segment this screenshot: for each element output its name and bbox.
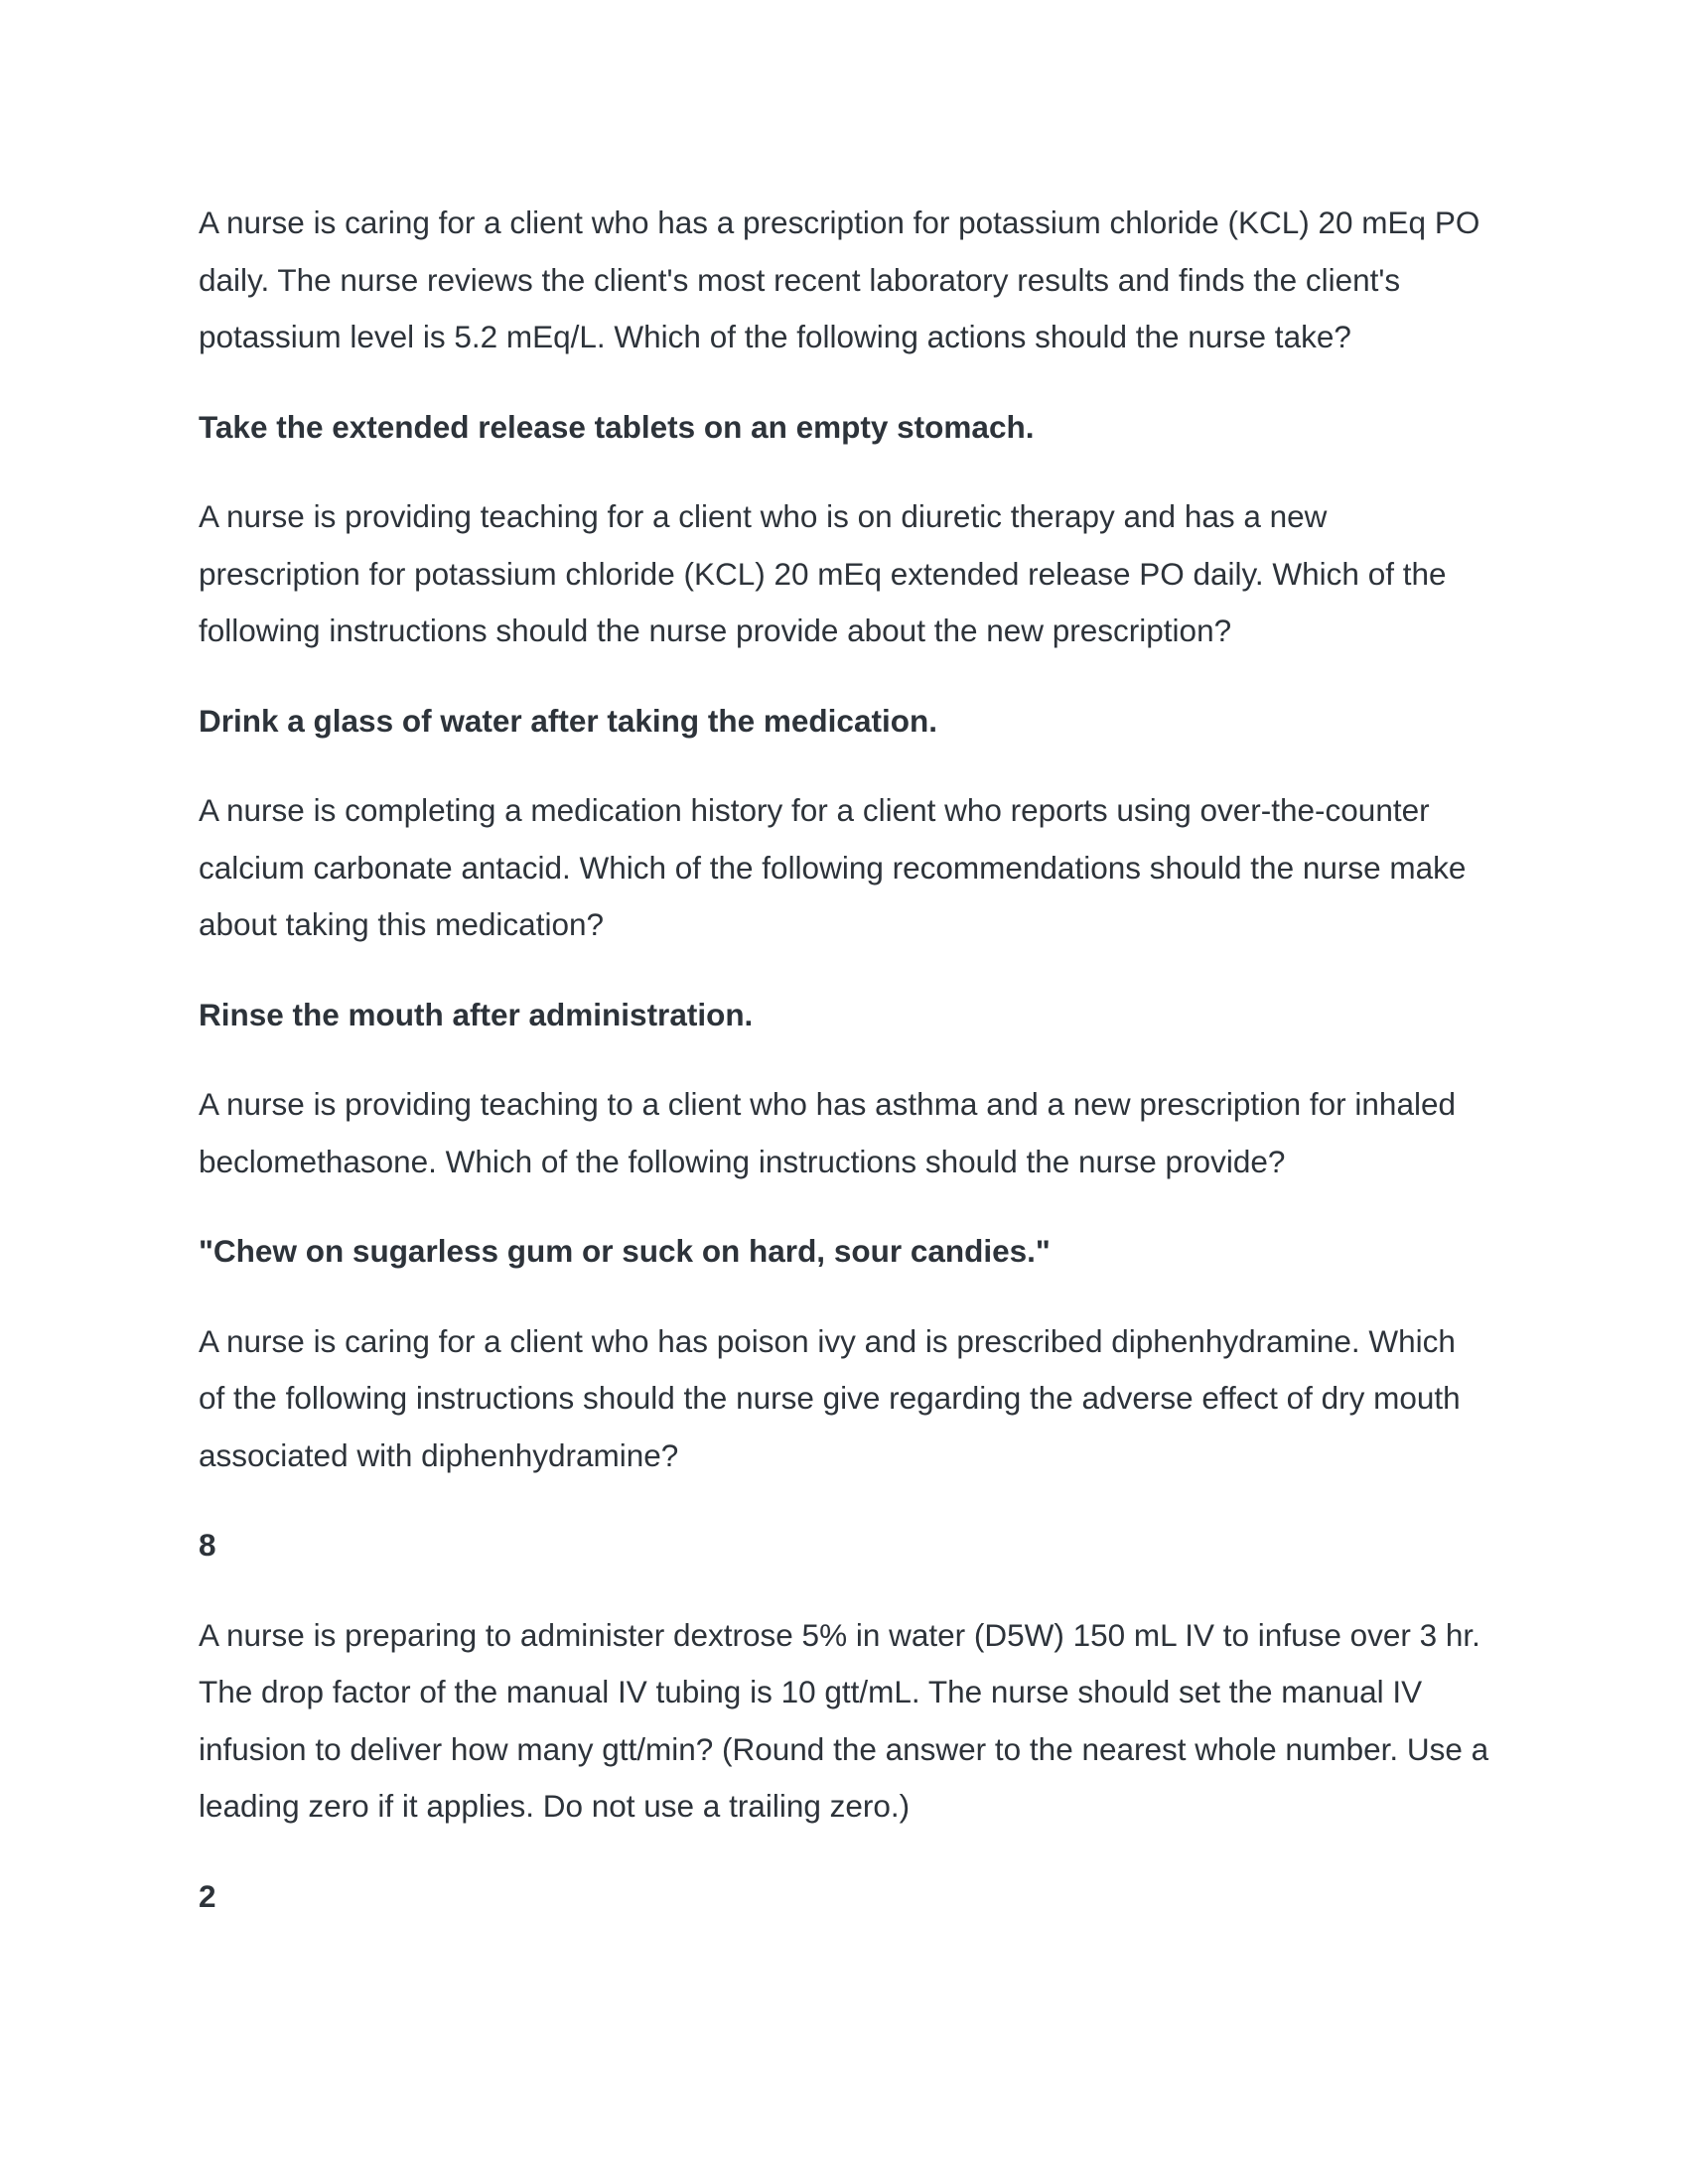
question-text: A nurse is completing a medication history for a client who reports using over-the-counter calcium carbonate antacid. Which of the following recommendations should the nurse make about taking this medication? [199,792,1467,942]
question-text: A nurse is caring for a client who has poison ivy and is prescribed diphenhydramine. Which of the following instructions should the nurse give regarding the adverse effect of dry mouth associated with diphenhydramine? [199,1322,1461,1473]
document-body [199,195,1489,1958]
question-text: A nurse is providing teaching to a client who has asthma and a new prescription for inhaled beclomethasone. Which of the following instructions should the nurse provide? [199,1086,1456,1179]
answer-text: 2 [199,1877,216,1914]
answer-text: Take the extended release tablets on an empty stomach. [199,408,1035,445]
question-text: A nurse is preparing to administer dextrose 5% in water (D5W) 150 mL IV to infuse over 3 hr. The drop factor of the manual IV tubing is 10 gtt/mL. The nurse should set the manual IV infusion to deliver how many gtt/min? (Round the answer to the nearest whole number. Use a leading zero if it applies. Do not use a trailing zero.) [199,1616,1489,1824]
answer-text: "Chew on sugarless gum or suck on hard, sour candies." [199,1233,1051,1269]
question-text: A nurse is providing teaching for a client who is on diuretic therapy and has a new prescription for potassium chloride (KCL) 20 mEq extended release PO daily. Which of the following instructions should the nurse provide about the new prescription? [199,498,1447,648]
answer-text: Drink a glass of water after taking the medication. [199,702,937,739]
answer-text: 8 [199,1527,216,1563]
question-text: A nurse is caring for a client who has a prescription for potassium chloride (KCL) 20 mEq PO daily. The nurse reviews the client's most recent laboratory results and finds the client's potassium level is 5.2 mEq/L. Which of the following actions should the nurse take? [199,205,1480,354]
answer-text: Rinse the mouth after administration. [199,996,754,1032]
